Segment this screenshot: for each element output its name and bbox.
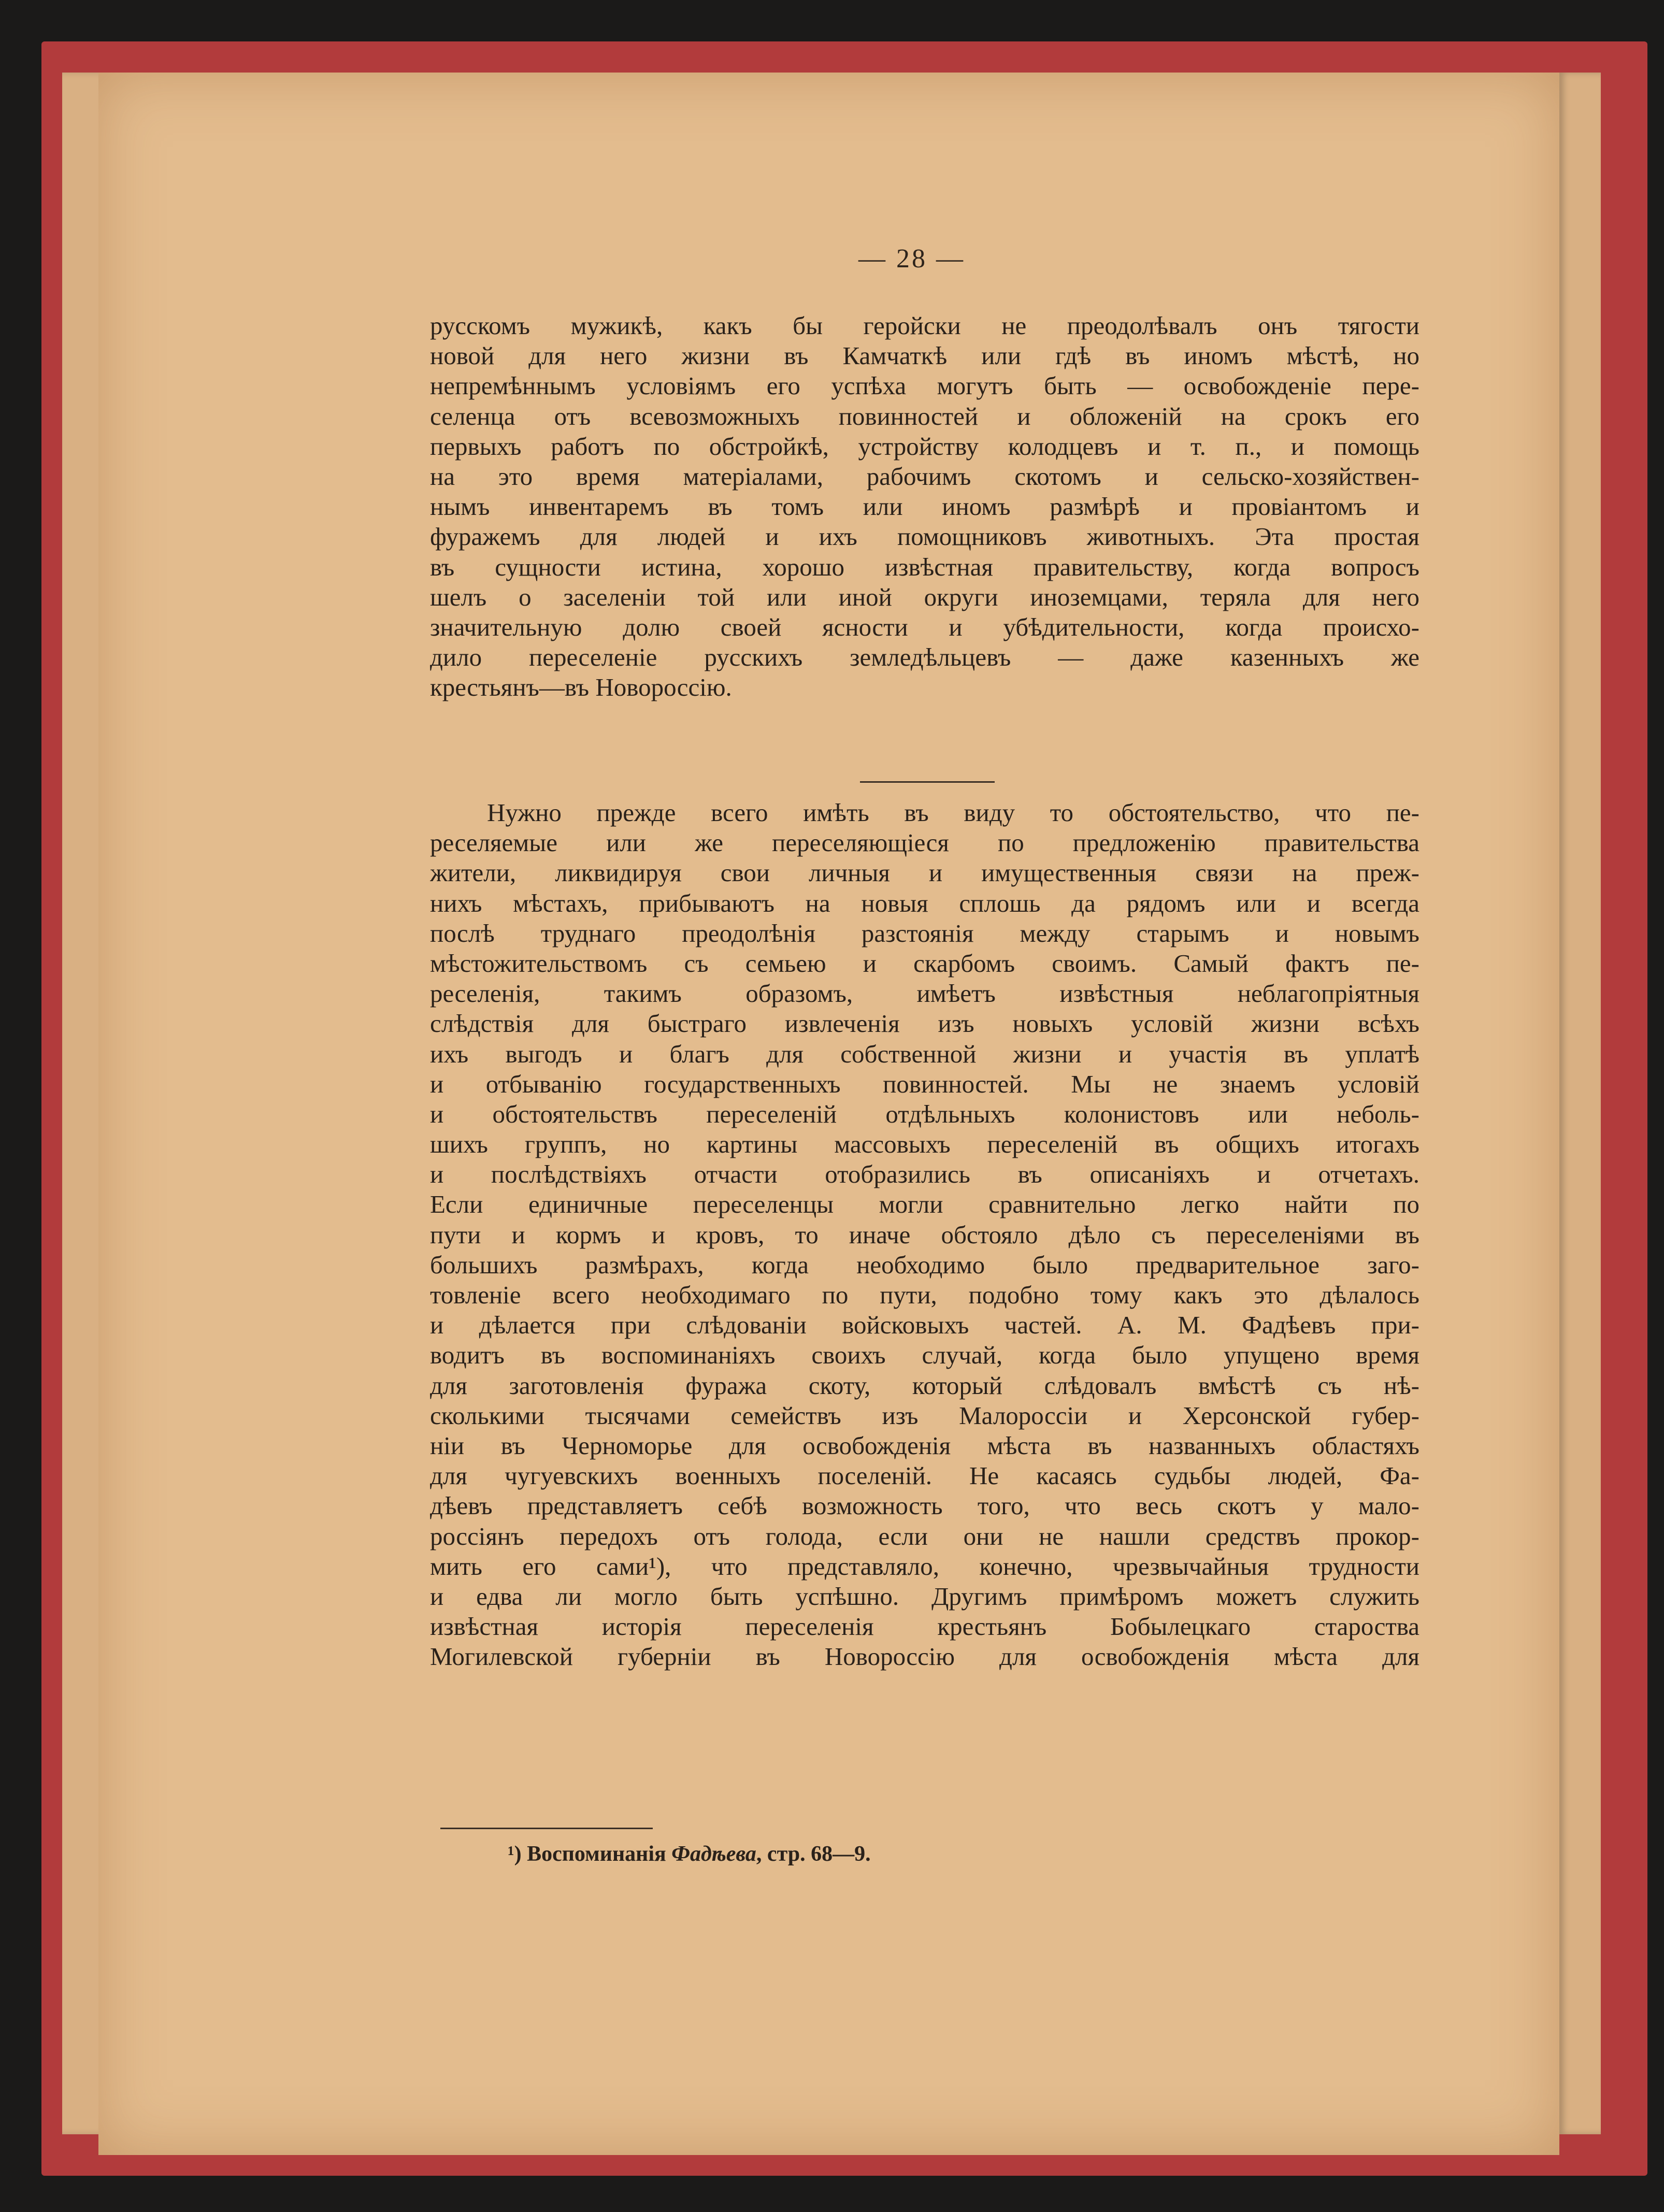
text-line: россіянъ передохъ отъ голода, если они не нашли средствъ прокор-	[430, 1521, 1419, 1550]
text-line: ихъ выгодъ и благъ для собственной жизни и участія въ уплатѣ	[430, 1039, 1419, 1068]
text-line: для чугуевскихъ военныхъ поселеній. Не касаясь судьбы людей, Фа-	[430, 1461, 1419, 1490]
footnote	[508, 1842, 871, 1866]
text-line: значительную долю своей ясности и убѣдительности, когда происхо-	[430, 612, 1419, 641]
text-line: большихъ размѣрахъ, когда необходимо было предварительное заго-	[430, 1250, 1419, 1279]
section-separator	[860, 781, 995, 783]
footnote-ref: , стр. 68—9.	[756, 1842, 871, 1866]
paragraph-2	[430, 798, 1419, 1672]
page-number: — 28 —	[858, 244, 965, 274]
text-line: селенца отъ всевозможныхъ повинностей и обложеній на срокъ его	[430, 401, 1419, 430]
text-line: и дѣлается при слѣдованіи войсковыхъ частей. А. М. Фадѣевъ при-	[430, 1311, 1419, 1340]
text-line: на это время матеріалами, рабочимъ скотомъ и сельско-хозяйствен-	[430, 462, 1419, 491]
text-line: первыхъ работъ по обстройкѣ, устройству колодцевъ и т. п., и помощь	[430, 432, 1419, 461]
text-line: и обстоятельствъ переселеній отдѣльныхъ колонистовъ или неболь-	[430, 1099, 1419, 1128]
page-edge-right	[1559, 73, 1601, 2134]
text-line: и отбыванію государственныхъ повинностей. Мы не знаемъ условій	[430, 1069, 1419, 1098]
text-line: извѣстная исторія переселенія крестьянъ Бобылецкаго староства	[430, 1612, 1419, 1641]
text-line: слѣдствія для быстраго извлеченія изъ новыхъ условій жизни всѣхъ	[430, 1009, 1419, 1038]
footnote-rule	[440, 1828, 653, 1829]
text-line: для заготовленія фуража скоту, который слѣдовалъ вмѣстѣ съ нѣ-	[430, 1371, 1419, 1400]
text-line: новой для него жизни въ Камчаткѣ или гдѣ въ иномъ мѣстѣ, но	[430, 341, 1419, 370]
text-line: послѣ труднаго преодолѣнія разстоянія между старымъ и новымъ	[430, 918, 1419, 947]
footnote-author: Фадѣева	[671, 1842, 756, 1866]
footnote-marker: ¹) Воспоминанія	[508, 1842, 672, 1866]
text-line: мить его сами¹), что представляло, конечно, чрезвычайныя трудности	[430, 1552, 1419, 1581]
text-line: нихъ мѣстахъ, прибываютъ на новыя сплошь да рядомъ или и всегда	[430, 888, 1419, 917]
text-line: реселенія, такимъ образомъ, имѣетъ извѣстныя неблагопріятныя	[430, 979, 1419, 1008]
text-line: въ сущности истина, хорошо извѣстная правительству, когда вопросъ	[430, 552, 1419, 581]
text-line: мѣстожительствомъ съ семьею и скарбомъ своимъ. Самый фактъ пе-	[430, 949, 1419, 978]
text-line: дѣевъ представляетъ себѣ возможность того, что весь скотъ у мало-	[430, 1491, 1419, 1520]
text-line: жители, ликвидируя свои личныя и имущественныя связи на преж-	[430, 858, 1419, 887]
text-line: сколькими тысячами семействъ изъ Малороссіи и Херсонской губер-	[430, 1401, 1419, 1430]
text-line: непремѣннымъ условіямъ его успѣха могутъ быть — освобожденіе пере-	[430, 371, 1419, 400]
text-line: Если единичные переселенцы могли сравнительно легко найти по	[430, 1190, 1419, 1219]
text-line: шихъ группъ, но картины массовыхъ переселеній въ общихъ итогахъ	[430, 1130, 1419, 1159]
text-line: водитъ въ воспоминаніяхъ своихъ случай, когда было упущено время	[430, 1341, 1419, 1370]
text-line: русскомъ мужикѣ, какъ бы геройски не преодолѣвалъ онъ тягости	[430, 311, 1419, 340]
text-line: нымъ инвентаремъ въ томъ или иномъ размѣрѣ и провіантомъ и	[430, 492, 1419, 521]
text-line: Нужно прежде всего имѣть въ виду то обстоятельство, что пе-	[487, 798, 1419, 827]
text-line: товленіе всего необходимаго по пути, подобно тому какъ это дѣлалось	[430, 1281, 1419, 1309]
text-line: ніи въ Черноморье для освобожденія мѣста въ названныхъ областяхъ	[430, 1431, 1419, 1460]
text-line: пути и кормъ и кровъ, то иначе обстояло дѣло съ переселеніями въ	[430, 1220, 1419, 1249]
text-line: шелъ о заселеніи той или иной округи иноземцами, теряла для него	[430, 582, 1419, 611]
text-line: и послѣдствіяхъ отчасти отобразились въ описаніяхъ и отчетахъ.	[430, 1160, 1419, 1189]
text-line: и едва ли могло быть успѣшно. Другимъ примѣромъ можетъ служить	[430, 1582, 1419, 1611]
text-line: Могилевской губерніи въ Новороссію для освобожденія мѣста для	[430, 1642, 1419, 1671]
text-line: дило переселеніе русскихъ земледѣльцевъ — даже казенныхъ же	[430, 643, 1419, 672]
paragraph-1	[430, 311, 1419, 702]
text-line: реселяемые или же переселяющіеся по предложенію правительства	[430, 828, 1419, 857]
text-line: крестьянъ—въ Новороссію.	[430, 673, 732, 702]
text-line: фуражемъ для людей и ихъ помощниковъ животныхъ. Эта простая	[430, 522, 1419, 551]
